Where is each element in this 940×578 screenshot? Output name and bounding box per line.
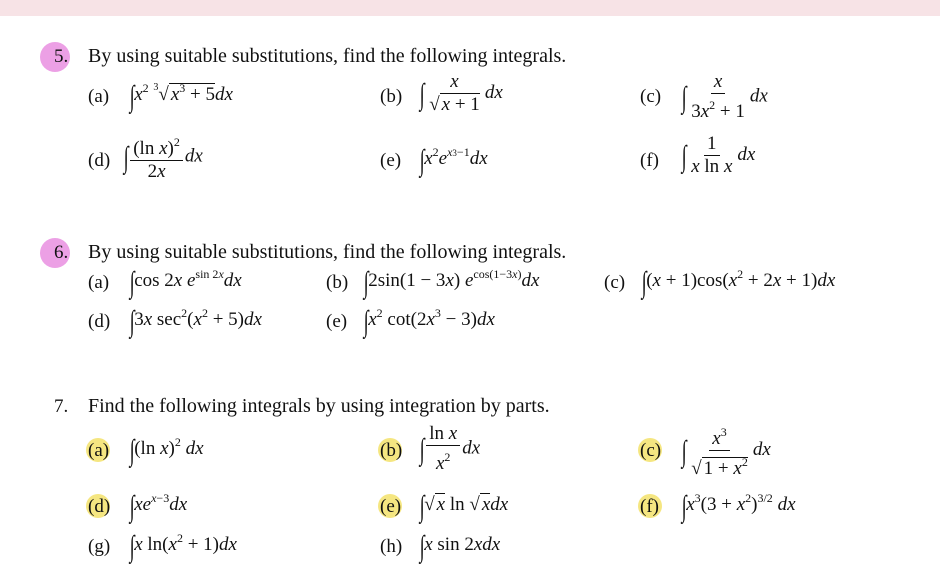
q7-h-expr: ∫x sin 2xdx xyxy=(419,530,501,563)
q6-a-expr: ∫cos 2x $e^{sin 2x}dx$ xyxy=(129,266,242,299)
q7-e-expr: ∫√ x ln √ xdx xyxy=(419,490,509,523)
q6-c-expr: $\int(x + 1)\cos(x^2 + 2x + 1)dx$ xyxy=(641,266,836,299)
q6-e-expr: $\int x^2$ $\cot(2x^3 - 3)dx$ xyxy=(363,305,495,338)
q7-b-expr: ∫ $\frac{\text{ln x}}{x^2}$ dx xyxy=(419,423,481,474)
q5-number: 5. xyxy=(54,46,69,67)
q5-e-expr: $\int x^2e^{x3-1}dx$ xyxy=(419,144,488,177)
top-bar xyxy=(0,0,940,16)
q6-d-label: (d) xyxy=(88,311,111,332)
q6-c-label: (c) xyxy=(604,272,626,293)
q5-e-label: (e) xyxy=(380,150,402,171)
q7-g-label: (g) xyxy=(88,536,111,557)
q6-b-expr: ∫2sin(1 − 3x) $e^{cos(1-3x)}dx$ xyxy=(363,266,540,299)
q7-text: Find the following integrals by using integration by parts. xyxy=(88,395,550,417)
q5-d-label: (d) xyxy=(88,150,111,171)
q7-number: 7. xyxy=(54,396,69,417)
q7-d-expr: $\int xe^{x-3}dx$ xyxy=(129,490,188,523)
q5-b-label: (b) xyxy=(380,86,403,107)
q7-f-expr: $\int x^3(3 + x^2)^{3/2}$ dx xyxy=(681,490,796,523)
q5-d-expr: ∫ $\frac{(\ln x)^2}{2x}$ dx xyxy=(122,132,203,182)
q5-f-label: (f) xyxy=(640,150,659,171)
q5-a-label: (a) xyxy=(88,86,110,107)
q7-c-label: (c) xyxy=(640,440,662,461)
q7-a-expr: ∫(ln x)$^2$ dx xyxy=(129,434,204,467)
q5-c-expr: ∫ $\frac{x}{3x^2 + 1}$ dx xyxy=(681,71,768,122)
q6-text: By using suitable substitutions, find the following integrals. xyxy=(88,241,567,263)
q6-e-label: (e) xyxy=(326,311,348,332)
q5-f-expr: ∫ $\frac{1}{\text{x ln x}}$ dx xyxy=(681,133,756,177)
q7-f-label: (f) xyxy=(640,496,659,517)
q7-a-label: (a) xyxy=(88,440,110,461)
q7-h-label: (h) xyxy=(380,536,403,557)
q6-b-label: (b) xyxy=(326,272,349,293)
q5-b-expr: ∫ $\frac{x}{√ x + 1}$ dx xyxy=(419,71,503,115)
q5-c-label: (c) xyxy=(640,86,662,107)
q5-text: By using suitable substitutions, find the following integrals. xyxy=(88,45,567,67)
q7-b-label: (b) xyxy=(380,440,403,461)
q6-a-label: (a) xyxy=(88,272,110,293)
q6-d-expr: ∫3x $\sec^2(x^2 + 5)dx$ xyxy=(129,305,262,338)
q7-c-expr: ∫ $\frac{x^3}{√ 1 + x^2}$ dx xyxy=(680,422,771,479)
q7-e-label: (e) xyxy=(380,496,402,517)
q5-a-expr: $\int x^2$ $^3$√ $x^3 + 5dx$ xyxy=(129,80,233,113)
q6-number: 6. xyxy=(54,242,69,263)
q7-g-expr: ∫x $\ln(x^2 + 1)dx$ xyxy=(129,530,237,563)
q7-d-label: (d) xyxy=(88,496,111,517)
